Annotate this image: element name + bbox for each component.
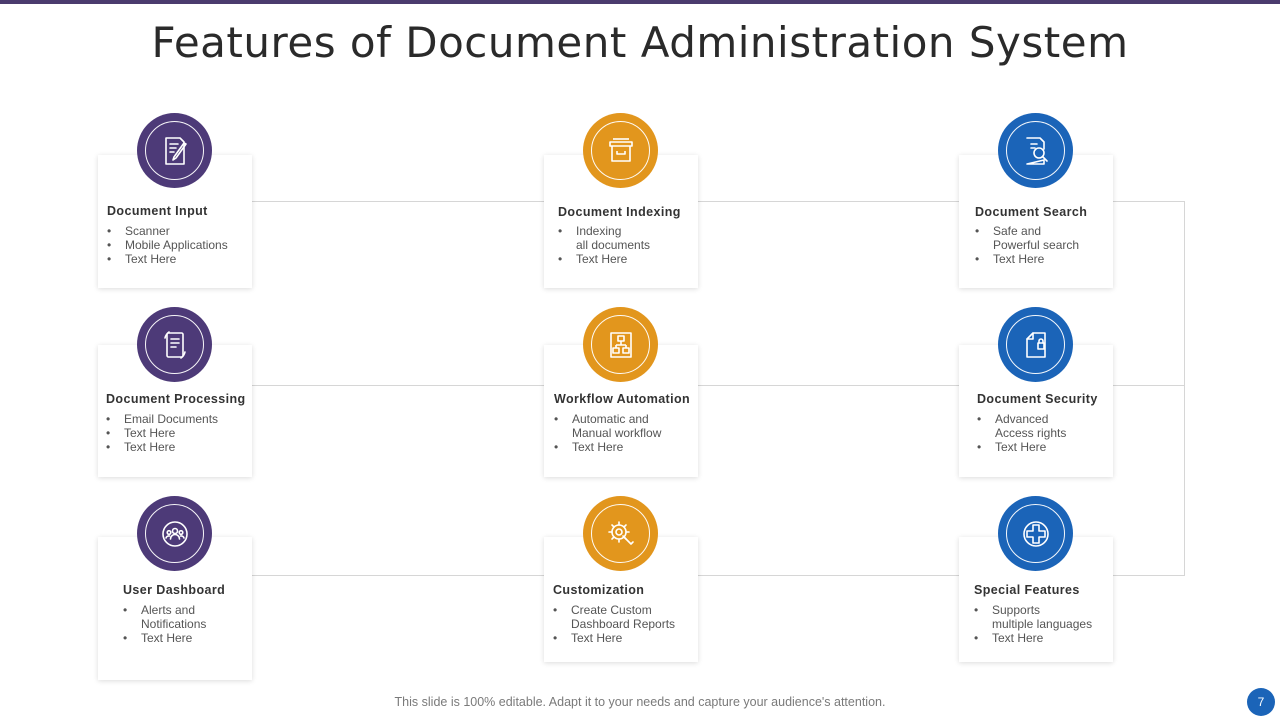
card-list — [123, 603, 206, 645]
card-list — [106, 412, 218, 454]
document-sync-icon — [158, 328, 192, 362]
page-number-badge: 7 — [1247, 688, 1275, 716]
card-list — [975, 224, 1079, 266]
icon-ring — [145, 121, 204, 180]
icon-ring — [591, 504, 650, 563]
document-edit-icon — [158, 134, 192, 168]
footer-note: This slide is 100% editable. Adapt it to your needs and capture your audience's attention. — [394, 695, 886, 709]
special-features-icon-badge — [998, 496, 1073, 571]
card-title: Special Features — [974, 583, 1080, 597]
list-item: • Indexing — [558, 224, 650, 238]
customization-icon-badge — [583, 496, 658, 571]
list-item: • Scanner — [107, 224, 228, 238]
card-list — [977, 412, 1066, 454]
list-item: • Text Here — [123, 631, 206, 645]
list-item-continuation: Powerful search — [993, 238, 1080, 252]
users-group-icon — [158, 517, 192, 551]
workflow-automation-icon-badge — [583, 307, 658, 382]
document-security-icon-badge — [998, 307, 1073, 382]
icon-ring — [145, 315, 204, 374]
list-item: • Text Here — [106, 426, 218, 440]
card-title: Workflow Automation — [554, 392, 691, 406]
user-dashboard-icon-badge — [137, 496, 212, 571]
list-item-continuation: Manual workflow — [572, 426, 662, 440]
workflow-chart-icon — [604, 328, 638, 362]
connector-line-right-vertical — [1184, 201, 1185, 576]
list-item: • Text Here — [553, 631, 675, 645]
document-search-icon-badge — [998, 113, 1073, 188]
card-list — [553, 603, 675, 645]
card-title: Document Input — [107, 204, 208, 218]
list-item: • Alerts and — [123, 603, 206, 617]
list-item: • Supports — [974, 603, 1092, 617]
list-item: • Advanced — [977, 412, 1066, 426]
archive-drawer-icon — [604, 134, 638, 168]
icon-ring — [1006, 315, 1065, 374]
list-item: • Create Custom — [553, 603, 675, 617]
icon-ring — [145, 504, 204, 563]
list-item: • Text Here — [106, 440, 218, 454]
card-title: Document Security — [977, 392, 1098, 406]
card-list — [107, 224, 228, 266]
document-indexing-icon-badge — [583, 113, 658, 188]
card-title: Document Search — [975, 205, 1088, 219]
card-list — [554, 412, 661, 454]
icon-ring — [1006, 121, 1065, 180]
card-list — [558, 224, 650, 266]
list-item: • Text Here — [975, 252, 1079, 266]
document-lock-icon — [1019, 328, 1053, 362]
list-item: • Text Here — [974, 631, 1092, 645]
document-processing-icon-badge — [137, 307, 212, 382]
list-item: • Text Here — [558, 252, 650, 266]
list-item: • Text Here — [977, 440, 1066, 454]
list-item: • Automatic and — [554, 412, 661, 426]
card-title: Customization — [553, 583, 645, 597]
list-item: • Email Documents — [106, 412, 218, 426]
top-accent-bar — [0, 0, 1280, 4]
card-title: User Dashboard — [123, 583, 226, 597]
list-item: • Text Here — [554, 440, 661, 454]
list-item-continuation: Access rights — [995, 426, 1067, 440]
gear-wrench-icon — [604, 517, 638, 551]
list-item-continuation: Dashboard Reports — [571, 617, 676, 631]
icon-ring — [591, 121, 650, 180]
list-item-continuation: all documents — [576, 238, 651, 252]
card-title: Document Processing — [106, 392, 246, 406]
document-search-icon — [1019, 134, 1053, 168]
card-title: Document Indexing — [558, 205, 681, 219]
icon-ring — [1006, 504, 1065, 563]
list-item-continuation: multiple languages — [992, 617, 1093, 631]
list-item: • Safe and — [975, 224, 1079, 238]
list-item-continuation: Notifications — [141, 617, 207, 631]
list-item: • Text Here — [107, 252, 228, 266]
list-item: • Mobile Applications — [107, 238, 228, 252]
icon-ring — [591, 315, 650, 374]
document-input-icon-badge — [137, 113, 212, 188]
card-list — [974, 603, 1092, 645]
plus-circle-icon — [1019, 517, 1053, 551]
slide-title: Features of Document Administration System — [151, 18, 1129, 67]
